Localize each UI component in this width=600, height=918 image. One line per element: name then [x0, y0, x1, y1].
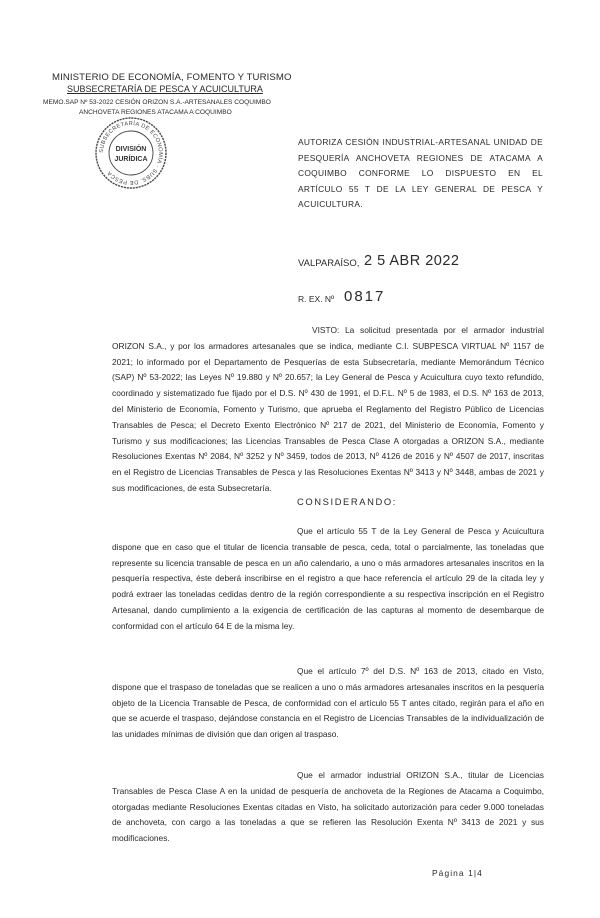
stamp-ring-text: SUBSECRETARÍA DE ECONOMÍA · SUBS. DE PESCA — [98, 120, 164, 186]
reference-line-2: ANCHOVETA REGIONES ATACAMA A COQUIMBO — [79, 109, 232, 116]
reference-line-1: MEMO.SAP Nº 53-2022 CESIÓN ORIZON S.A.-ARTESANALES COQUIMBO — [43, 99, 271, 106]
ministry-name: MINISTERIO DE ECONOMÍA, FOMENTO Y TURISMO — [52, 72, 292, 83]
stamp-line-1: DIVISIÓN — [115, 146, 147, 153]
considerando-paragraph-3: Que el armador industrial ORIZON S.A., titular de Licencias Transables de Pesca Clase A en la unidad de pesquería de anchoveta de la Regiones de Atacama a Coquimbo, otorgadas mediante Resoluciones Exentas citadas en Visto, ha solicitado autorización para ceder 9.000 toneladas de anchoveta, con cargo a las toneladas a que se refieren las Resolución Exenta Nº 3413 de 2021 y sus modificaciones. — [112, 770, 544, 844]
considerando-paragraph-2: Que el artículo 7º del D.S. Nº 163 de 2013, citado en Visto, dispone que el traspaso de toneladas que se realicen a uno o más armadores artesanales inscritos en la pesquería objeto de la Licencia Transable de Pesca, de conformidad con el artículo 55 T antes citado, regirán para el año en que se acuerde el traspaso, dejándose constancia en el Registro de Licencias Transables de la individualización de las unidades mínimas de división que dan origen al traspaso. — [112, 666, 544, 740]
rex-label: R. EX. Nº — [298, 294, 335, 304]
rex-number: 0817 — [344, 288, 386, 305]
considerando-heading: CONSIDERANDO: — [297, 496, 397, 507]
subsecretaria-name: SUBSECRETARÍA DE PESCA Y ACUICULTURA — [67, 84, 263, 94]
resolution-subject: AUTORIZA CESIÓN INDUSTRIAL-ARTESANAL UNIDAD DE PESQUERÍA ANCHOVETA REGIONES DE ATACAMA A COQUIMBO CONFORME LO DISPUESTO EN EL ARTÍCULO 55 T DE LA LEY GENERAL DE PESCA Y ACUICULTURA. — [298, 137, 543, 210]
resolution-date: 2 5 ABR 2022 — [364, 253, 460, 269]
place-label: VALPARAÍSO, — [298, 258, 360, 269]
visto-paragraph: VISTO: La solicitud presentada por el armador industrial ORIZON S.A., y por los armadores artesanales que se indica, mediante C.I. SUBPESCA VIRTUAL Nº 1157 de 2021; lo informado por el Departamento de Pesquerías de esta Subsecretaría, mediante Memorándum Técnico (SAP) Nº 53-2022; las Leyes Nº 19.880 y Nº 20.657; la Ley General de Pesca y Acuicultura cuyo texto refundido, coordinado y sistematizado fue fijado por el D.S. Nº 430 de 1991, el D.F.L. Nº 5 de 1983, el D.S. Nº 163 de 2013, del Ministerio de Economía, Fomento y Turismo, que aprueba el Reglamento del Registro Público de Licencias Transables de Pesca; el Decreto Exento Electrónico Nº 217 de 2021, del Ministerio de Economía, Fomento y Turismo y sus modificaciones; las Licencias Transables de Pesca Clase A otorgadas a ORIZON S.A., mediante Resoluciones Exentas Nº 2084, Nº 3252 y Nº 3459, todos de 2013, Nº 4126 de 2016 y Nº 4507 de 2017, inscritas en el Registro de Licencias Transables de Pesca y las Resoluciones Exentas Nº 3413 y Nº 3448, ambas de 2021 y sus modificaciones, de esta Subsecretaría. — [112, 325, 544, 493]
stamp-line-2: JURÍDICA — [114, 156, 148, 163]
division-juridica-stamp — [94, 116, 168, 190]
considerando-paragraph-1: Que el artículo 55 T de la Ley General de Pesca y Acuicultura dispone que en caso que el titular de licencia transable de pesca, ceda, total o parcialmente, las toneladas que represente su licencia transable de pesca en un año calendario, a uno o más armadores artesanales inscritos en la pesquería respectiva, éste deberá inscribirse en el registro a que hace referencia el artículo 29 de la citada ley y podrá extraer las toneladas cedidas dentro de la región correspondiente a su respectiva inscripción en el Registro Artesanal, dando cumplimiento a la exigencia de certificación de las capturas al momento de desembarque de conformidad con el artículo 64 E de la misma ley. — [112, 526, 544, 631]
page-number: Página 1|4 — [432, 868, 483, 878]
